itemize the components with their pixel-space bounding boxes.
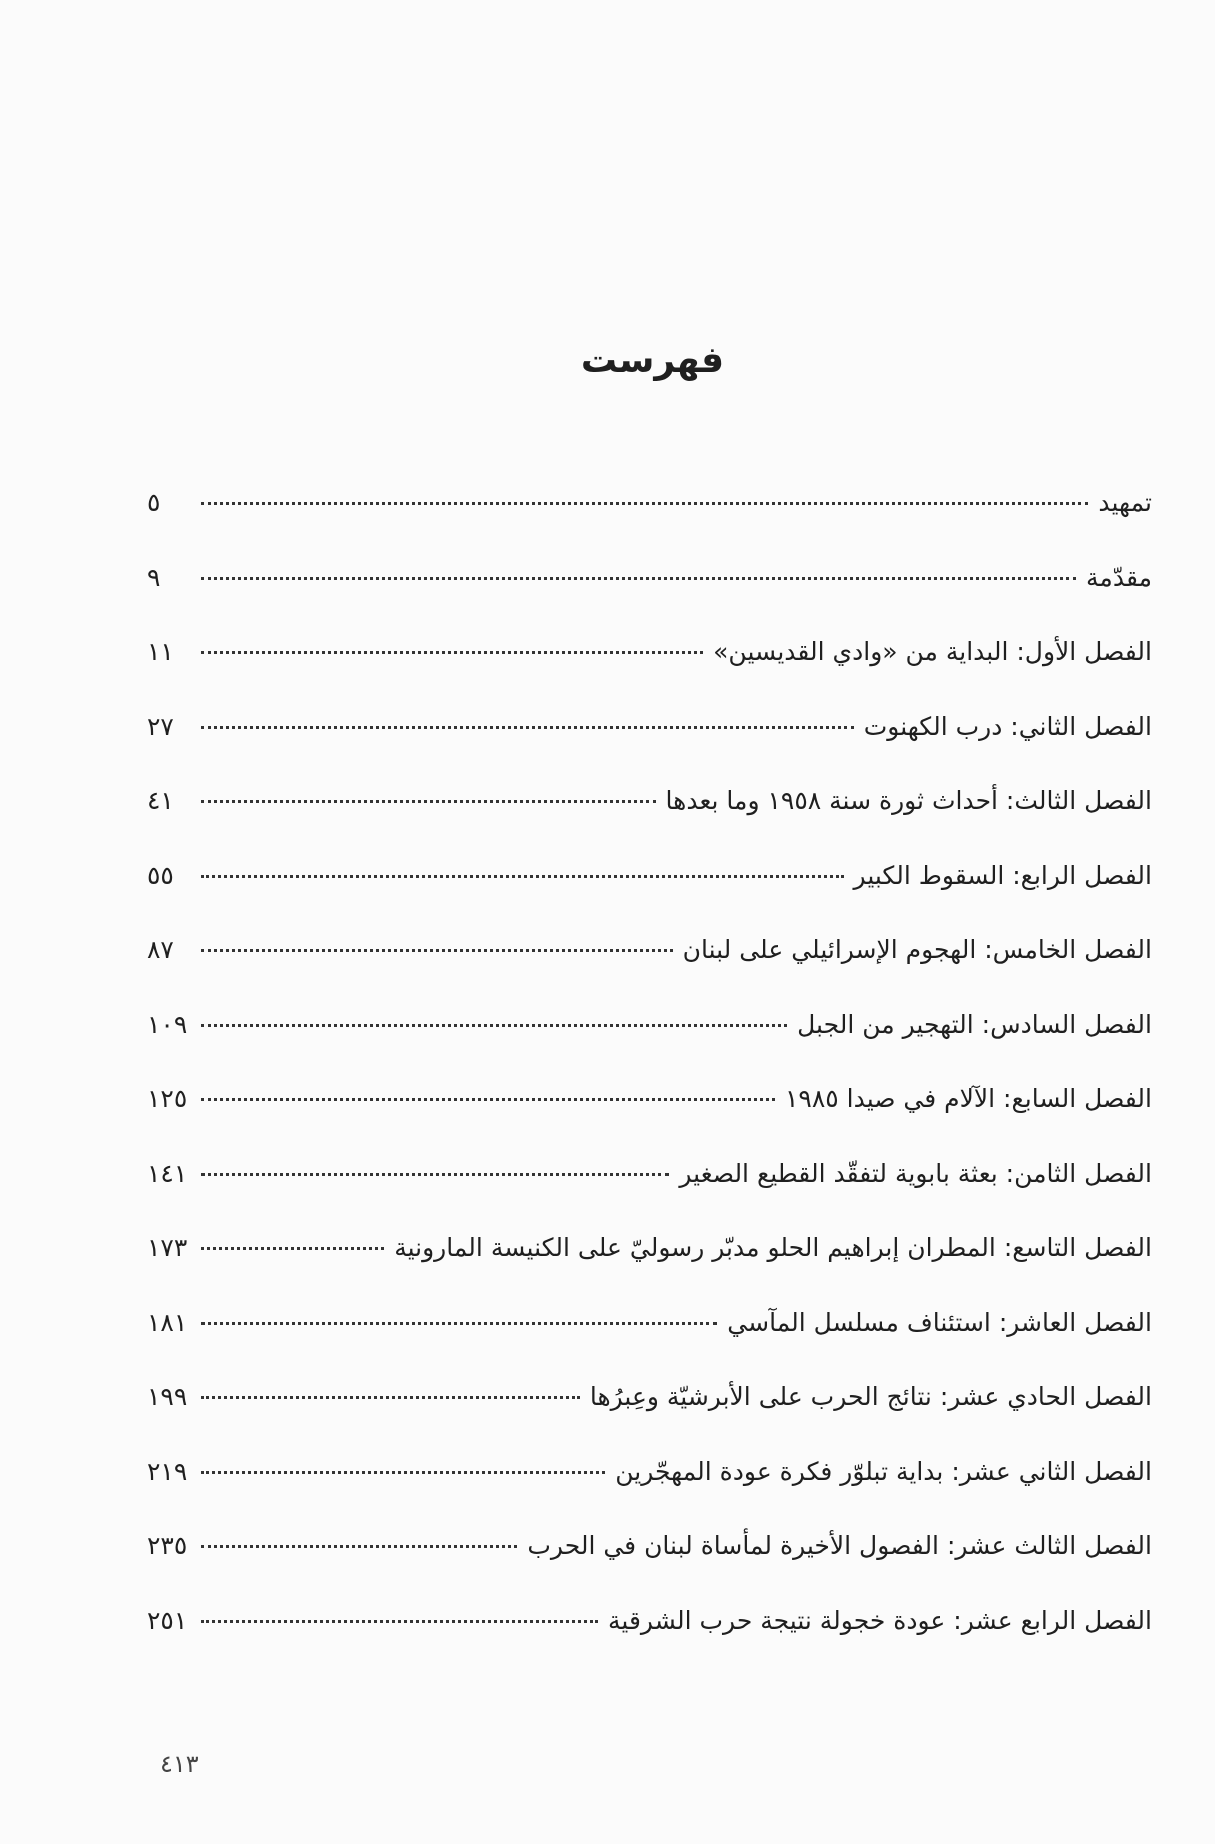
toc-entry-title: الفصل السابع: الآلام في صيدا ١٩٨٥ [784,1084,1152,1113]
toc-entry [147,786,1152,861]
dot-leader [201,502,1088,505]
toc-entry [147,1233,1152,1308]
toc-entry [147,1382,1152,1457]
toc-entry [147,1084,1152,1159]
dot-leader [201,726,854,729]
toc-entry [147,935,1152,1010]
toc-entry-title: الفصل الحادي عشر: نتائج الحرب على الأبرشيّة وعِبرُها [589,1382,1152,1411]
toc-entry-page: ٩ [147,562,161,592]
toc-entry [147,861,1152,936]
toc-entry-page: ٢٧ [147,711,174,741]
toc-entry-title: الفصل العاشر: استئناف مسلسل المآسي [727,1307,1152,1337]
toc-entry-page: ٨٧ [147,935,174,964]
page-title: فهرست [580,340,725,381]
toc-entry-title: الفصل السادس: التهجير من الجبل [797,1009,1152,1039]
toc-entry [147,563,1152,638]
toc-entry [147,637,1152,712]
toc-entry-title: الفصل الرابع: السقوط الكبير [853,860,1152,890]
toc-entry-title: الفصل الثامن: بعثة بابوية لتفقّد القطيع الصغير [679,1158,1152,1188]
dot-leader [201,1620,598,1623]
toc-entry-page: ١١ [147,637,174,666]
toc-entry-title: مقدّمة [1086,562,1152,592]
toc-entry [147,712,1152,787]
toc-entry-title: الفصل الخامس: الهجوم الإسرائيلي على لبنان [682,935,1152,964]
dot-leader [201,1098,775,1101]
toc-entry-page: ٢٣٥ [147,1531,188,1560]
dot-leader [201,1322,717,1325]
page-number: ٤١٣ [160,1750,199,1778]
toc-entry [147,1606,1152,1681]
toc-entry-title: الفصل الثالث عشر: الفصول الأخيرة لمأساة لبنان في الحرب [527,1531,1152,1560]
dot-leader [201,1545,517,1548]
dot-leader [201,949,673,952]
dot-leader [201,1024,787,1027]
dot-leader [201,1247,384,1250]
toc-entry-title: الفصل التاسع: المطران إبراهيم الحلو مدبّر رسوليّ على الكنيسة المارونية [394,1233,1152,1262]
toc-entry [147,1531,1152,1606]
toc-entry-page: ١٨١ [147,1307,188,1337]
toc-entry [147,488,1152,563]
toc-entry-page: ٥٥ [147,860,174,890]
table-of-contents [147,488,1152,1680]
toc-entry [147,1457,1152,1532]
toc-entry [147,1010,1152,1085]
toc-entry-page: ٤١ [147,786,174,815]
toc-entry-title: الفصل الثاني: درب الكهنوت [863,711,1152,741]
toc-entry-title: الفصل الأول: البداية من «وادي القديسين» [713,637,1152,666]
toc-entry-page: ١٧٣ [147,1233,188,1262]
toc-entry [147,1159,1152,1234]
dot-leader [201,577,1076,580]
toc-entry-title: الفصل الرابع عشر: عودة خجولة نتيجة حرب الشرقية [608,1605,1152,1635]
toc-entry-page: ١٤١ [147,1158,188,1188]
dot-leader [201,1396,580,1399]
dot-leader [201,800,656,803]
dot-leader [201,651,703,654]
toc-entry-title: الفصل الثالث: أحداث ثورة سنة ١٩٥٨ وما بعدها [665,786,1152,815]
toc-entry-page: ١٢٥ [147,1084,188,1113]
toc-entry-page: ١٠٩ [147,1009,188,1039]
toc-entry-title: الفصل الثاني عشر: بداية تبلوّر فكرة عودة المهجّرين [615,1456,1152,1486]
dot-leader [201,875,844,878]
toc-entry-page: ٢١٩ [147,1456,188,1486]
toc-entry-page: ٢٥١ [147,1605,188,1635]
toc-entry-page: ١٩٩ [147,1382,188,1411]
toc-entry-page: ٥ [147,488,161,517]
dot-leader [201,1173,669,1176]
dot-leader [201,1471,605,1474]
toc-entry [147,1308,1152,1383]
toc-entry-title: تمهيد [1098,488,1152,517]
